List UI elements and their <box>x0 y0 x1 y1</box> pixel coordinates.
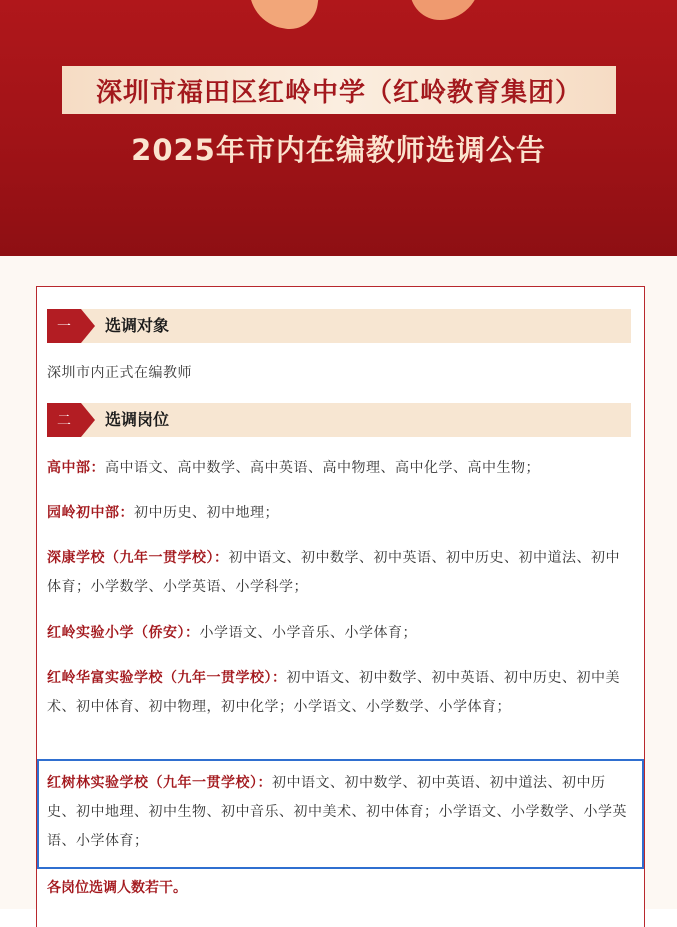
school-label: 园岭初中部： <box>47 505 134 521</box>
section-title: 选调对象 <box>105 316 170 335</box>
section-number: 一 <box>47 309 81 343</box>
section-number: 二 <box>47 403 81 437</box>
notice-card <box>36 286 645 927</box>
subject-list: 初中历史、初中地理； <box>134 505 279 521</box>
position-item <box>47 544 633 602</box>
banner-title: 深圳市福田区红岭中学（红岭教育集团） <box>95 77 582 108</box>
position-item <box>47 769 633 856</box>
section-header-positions <box>47 403 631 437</box>
position-item <box>47 619 633 648</box>
decorative-shape <box>244 0 321 33</box>
section-title: 选调岗位 <box>105 410 170 429</box>
subject-list: 初中语文、初中数学、初中英语、初中道法、初中历史、初中地理、初中生物、初中音乐、初中美术、初中体育；小学语文、小学数学、小学英语、小学体育； <box>47 775 627 849</box>
school-label: 红岭实验小学（侨安）： <box>47 625 200 641</box>
position-item <box>47 664 633 722</box>
decorative-shape <box>410 0 480 20</box>
subject-list: 初中语文、初中数学、初中英语、初中历史、初中道法、初中体育；小学数学、小学英语、小学科学； <box>47 550 620 595</box>
header-banner <box>0 0 677 256</box>
subject-list: 初中语文、初中数学、初中英语、初中历史、初中美术、初中体育、初中物理，初中化学；小学语文、小学数学、小学体育； <box>47 670 620 715</box>
content-area <box>0 256 677 909</box>
section-arrow-icon <box>81 403 95 437</box>
banner-title-box <box>62 66 616 114</box>
school-label: 红岭华富实验学校（九年一贯学校）： <box>47 670 287 686</box>
school-label: 高中部： <box>47 460 105 476</box>
school-label: 红树林实验学校（九年一贯学校）： <box>47 775 272 791</box>
position-item <box>47 499 633 528</box>
school-label: 深康学校（九年一贯学校）： <box>47 550 229 566</box>
subject-list: 小学语文、小学音乐、小学体育； <box>199 625 417 641</box>
footer-note: 各岗位选调人数若干。 <box>47 880 187 896</box>
target-description: 深圳市内正式在编教师 <box>47 365 192 381</box>
banner-subtitle: 2025年市内在编教师选调公告 <box>131 133 546 167</box>
section-header-target <box>47 309 631 343</box>
position-item <box>47 454 633 483</box>
section-arrow-icon <box>81 309 95 343</box>
subject-list: 高中语文、高中数学、高中英语、高中物理、高中化学、高中生物； <box>105 460 540 476</box>
